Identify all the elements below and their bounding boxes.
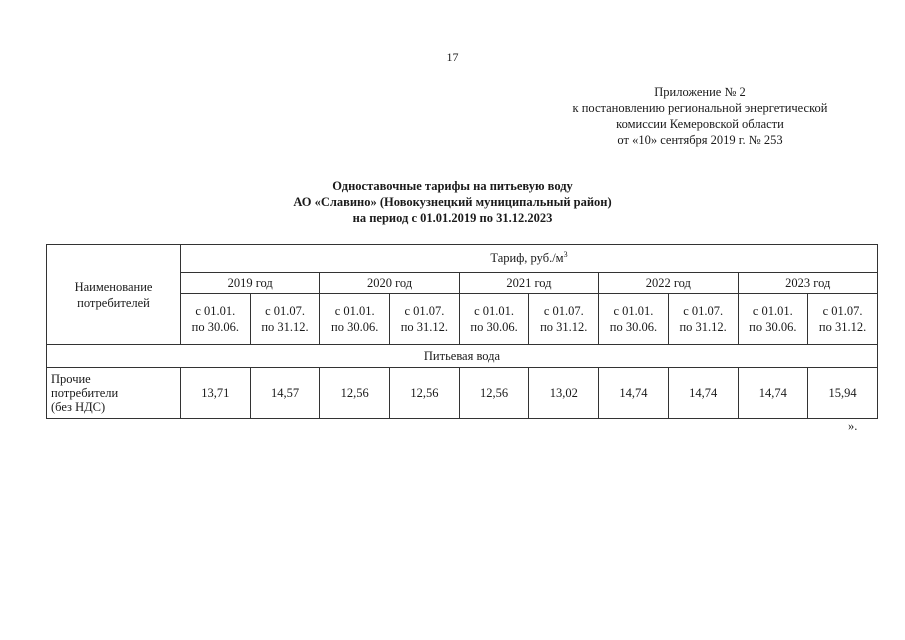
period-start: с 01.01.	[613, 304, 654, 318]
period-end: по 30.06.	[191, 320, 239, 334]
period-end: по 31.12.	[540, 320, 588, 334]
closing-quote: ».	[848, 419, 858, 433]
tariff-value: 13,71	[181, 368, 251, 419]
page-number: 17	[446, 50, 459, 64]
period-start: с 01.07.	[265, 304, 305, 318]
tariff-header-text: Тариф, руб./м	[490, 251, 564, 266]
tariff-value: 14,74	[738, 368, 808, 419]
title-line: Одноставочные тарифы на питьевую воду	[332, 179, 573, 193]
tariff-value: 14,74	[599, 368, 669, 419]
period-start: с 01.07.	[822, 304, 863, 318]
period-end: по 31.12.	[818, 320, 867, 334]
appendix-reference	[535, 84, 865, 148]
period-start: с 01.07.	[543, 304, 584, 318]
tariff-unit-sup: 3	[563, 250, 568, 260]
table-row	[47, 368, 878, 419]
period-end: по 31.12.	[261, 320, 309, 334]
period-end: по 31.12.	[679, 320, 727, 334]
period-end: по 31.12.	[400, 320, 449, 334]
period-end: по 30.06.	[470, 320, 518, 334]
tariff-value: 14,57	[250, 368, 320, 419]
section-header: Питьевая вода	[47, 345, 878, 368]
period-header	[181, 294, 251, 345]
period-header	[738, 294, 808, 345]
document-title	[0, 178, 905, 226]
period-header	[529, 294, 599, 345]
tariff-value: 14,74	[668, 368, 738, 419]
consumer-name-line: Прочие	[51, 372, 91, 386]
year-header: 2023 год	[738, 273, 878, 294]
period-header	[459, 294, 529, 345]
period-header	[250, 294, 320, 345]
period-header	[668, 294, 738, 345]
tariff-value: 13,02	[529, 368, 599, 419]
tariff-value: 12,56	[320, 368, 390, 419]
year-header: 2021 год	[459, 273, 598, 294]
year-header: 2019 год	[181, 273, 320, 294]
period-header	[808, 294, 878, 345]
tariff-header	[181, 245, 878, 273]
consumer-name-line: потребители	[51, 386, 119, 400]
consumer-name-line: (без НДС)	[51, 400, 106, 414]
period-start: с 01.07.	[404, 304, 445, 318]
period-start: с 01.01.	[474, 304, 515, 318]
tariff-table	[46, 244, 878, 419]
tariff-value: 12,56	[459, 368, 529, 419]
consumer-name	[47, 368, 181, 419]
period-end: по 30.06.	[331, 320, 379, 334]
period-start: с 01.07.	[683, 304, 724, 318]
period-header	[599, 294, 669, 345]
appendix-line: от «10» сентября 2019 г. № 253	[617, 133, 783, 147]
tariff-value: 15,94	[808, 368, 878, 419]
period-header	[390, 294, 460, 345]
period-header	[320, 294, 390, 345]
consumer-header: Наименование потребителей	[47, 245, 181, 345]
period-end: по 30.06.	[609, 320, 658, 334]
period-start: с 01.01.	[752, 304, 793, 318]
title-line: на период с 01.01.2019 по 31.12.2023	[352, 211, 553, 225]
appendix-line: Приложение № 2	[654, 85, 746, 99]
period-start: с 01.01.	[334, 304, 375, 318]
period-start: с 01.01.	[195, 304, 236, 318]
tariff-value: 12,56	[390, 368, 460, 419]
appendix-line: к постановлению региональной энергетической	[572, 101, 828, 115]
year-header: 2022 год	[599, 273, 738, 294]
appendix-line: комиссии Кемеровской области	[616, 117, 784, 131]
period-end: по 30.06.	[749, 320, 797, 334]
year-header: 2020 год	[320, 273, 459, 294]
title-line: АО «Славино» (Новокузнецкий муниципальный район)	[293, 195, 612, 209]
